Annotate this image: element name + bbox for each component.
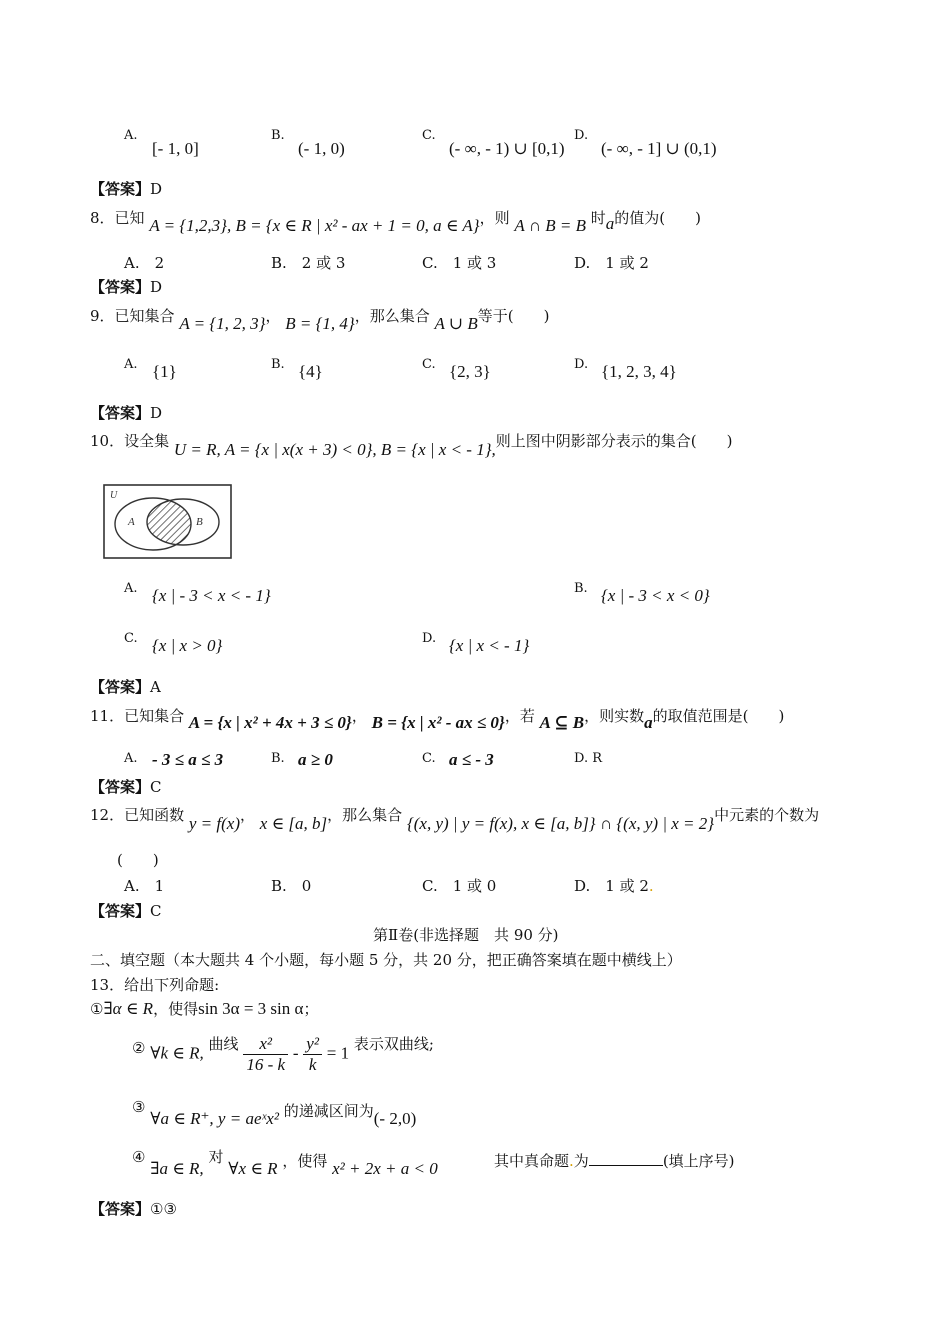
q13-p3-expr: ∀a ∈ R⁺, y = aeˣx² xyxy=(150,1109,279,1128)
q13-text: 其中真命题 xyxy=(494,1152,570,1170)
q13-text: ，使得 xyxy=(282,1152,328,1170)
q12-opt-c: C. 1 或 0 xyxy=(422,877,497,895)
q11-text: ， xyxy=(351,707,367,725)
answer-label: 【答案】 xyxy=(90,678,151,696)
q11-text: 的取值范围是( ) xyxy=(652,707,785,725)
answer-label: 【答案】 xyxy=(90,278,151,296)
q13-p3-interval: (- 2,0) xyxy=(373,1109,417,1128)
q9-set-a: A = {1, 2, 3} xyxy=(179,314,266,333)
q12-dot-mark: . xyxy=(648,877,654,895)
q9-opt-a-label: A. xyxy=(124,357,138,372)
q13-mark: ② xyxy=(132,1038,146,1057)
q8-opt-d: D. 1 或 2 xyxy=(574,254,649,272)
q9-opt-b: {4} xyxy=(298,362,323,381)
venn-a-label: A xyxy=(128,516,135,528)
q11-opt-d: D. R xyxy=(574,751,603,766)
q13-mark: ④ xyxy=(132,1148,146,1166)
q13-text: 曲线 xyxy=(208,1034,239,1053)
q9-question xyxy=(90,305,550,333)
q13-p1-equation: sin 3α = 3 sin α xyxy=(198,999,304,1018)
q13-question: 13．给出下列命题: xyxy=(90,976,220,994)
q7-opt-c-label: C. xyxy=(422,128,436,143)
answer-label: 【答案】 xyxy=(90,180,151,198)
q13-proposition-2 xyxy=(132,1034,434,1075)
q11-opt-a-label: A. xyxy=(124,751,138,766)
q12-answer xyxy=(90,900,162,921)
q13-text: 表示双曲线; xyxy=(353,1034,434,1053)
q13-text: ，使得 xyxy=(153,1000,199,1018)
q12-expr: {(x, y) | y = f(x), x ∈ [a, b]} ∩ {(x, y) | x = 2} xyxy=(406,814,715,833)
q11-question xyxy=(90,705,785,732)
q9-opt-b-label: B. xyxy=(271,357,285,372)
answer-blank[interactable] xyxy=(589,1151,663,1166)
answer-value: C xyxy=(150,778,162,796)
q10-question xyxy=(90,430,733,459)
q10-expr: U = R, A = {x | x(x + 3) < 0}, B = {x | x < - 1}, xyxy=(173,440,496,459)
q11-opt-b: a ≥ 0 xyxy=(298,750,333,769)
q12-opt-a: A. 1 xyxy=(124,877,165,895)
q12-text: ， xyxy=(239,806,255,824)
q13-p2-fraction-2 xyxy=(303,1034,322,1075)
venn-b-label: B xyxy=(196,516,203,528)
q10-number: 10．设全集 xyxy=(90,432,170,450)
q13-mark: ③ xyxy=(132,1098,146,1116)
q10-answer xyxy=(90,676,161,697)
q9-text: 等于( ) xyxy=(477,307,550,325)
q11-var: a xyxy=(644,713,653,732)
answer-label: 【答案】 xyxy=(90,902,151,920)
q7-opt-c: (- ∞, - 1) ∪ [0,1) xyxy=(449,139,565,158)
q13-p4-expr2: ∀x ∈ R xyxy=(228,1159,278,1178)
q13-dot-mark: . xyxy=(569,1152,574,1170)
answer-value: C xyxy=(150,902,162,920)
q9-text: ，那么集合 xyxy=(354,307,430,325)
q11-opt-c-label: C. xyxy=(422,751,436,766)
q7-opt-a-label: A. xyxy=(124,128,138,143)
q11-set-b: B = {x | x² - ax ≤ 0} xyxy=(371,713,505,732)
q13-p2-den2: k xyxy=(308,1055,317,1074)
q13-text: 的递减区间为 xyxy=(283,1102,374,1120)
answer-label: 【答案】 xyxy=(90,778,151,796)
q10-opt-a: {x | - 3 < x < - 1} xyxy=(152,586,271,605)
q13-text: (填上序号) xyxy=(662,1152,735,1170)
q13-proposition-1 xyxy=(90,998,318,1019)
q7-opt-b: (- 1, 0) xyxy=(298,139,345,158)
q13-p4-expr1: ∃a ∈ R, xyxy=(150,1159,204,1178)
answer-label: 【答案】 xyxy=(90,1200,151,1218)
q13-prompt xyxy=(494,1150,735,1171)
answer-value: D xyxy=(150,404,163,422)
q8-opt-b: B. 2 或 3 xyxy=(271,254,346,272)
q7-opt-d: (- ∞, - 1] ∪ (0,1) xyxy=(601,139,717,158)
q8-text: 的值为( ) xyxy=(614,209,701,227)
answer-value: A xyxy=(150,678,161,696)
q13-p2-eq: = 1 xyxy=(326,1043,350,1063)
q9-opt-c: {2, 3} xyxy=(449,362,491,381)
q10-opt-d: {x | x < - 1} xyxy=(449,636,530,655)
q13-text: ； xyxy=(303,1000,319,1018)
q7-opt-a: [- 1, 0] xyxy=(152,139,199,158)
q7-opt-d-label: D. xyxy=(574,128,589,143)
q13-p2-num2: y² xyxy=(303,1034,322,1055)
q12-opt-b: B. 0 xyxy=(271,877,312,895)
q9-number: 9．已知集合 xyxy=(90,307,175,325)
q12-text: 中元素的个数为 xyxy=(714,806,820,824)
q9-text: ， xyxy=(265,307,281,325)
q10-opt-b-label: B. xyxy=(574,581,588,596)
q7-opt-b-label: B. xyxy=(271,128,285,143)
q8-number: 8．已知 xyxy=(90,209,145,227)
q11-set-a: A = {x | x² + 4x + 3 ≤ 0} xyxy=(188,713,352,732)
q9-opt-d-label: D. xyxy=(574,357,589,372)
q9-set-b: B = {1, 4} xyxy=(285,314,355,333)
q9-answer xyxy=(90,402,162,423)
q10-opt-b: {x | - 3 < x < 0} xyxy=(601,586,710,605)
q11-text: ，则实数 xyxy=(584,707,645,725)
q13-text: 为 xyxy=(573,1152,589,1170)
q13-p4-inequality: x² + 2x + a < 0 xyxy=(332,1159,438,1178)
q10-opt-c: {x | x > 0} xyxy=(152,636,223,655)
q11-opt-c: a ≤ - 3 xyxy=(449,750,494,769)
q8-var: a xyxy=(605,214,615,233)
answer-value: D xyxy=(150,278,163,296)
q12-function: y = f(x) xyxy=(188,814,240,833)
q8-text: ，则 xyxy=(479,209,510,227)
q12-question xyxy=(90,804,820,833)
q13-p2-minus: - xyxy=(292,1043,299,1063)
q11-text: ，若 xyxy=(504,707,535,725)
q13-text: 对 xyxy=(208,1148,224,1166)
q13-proposition-3 xyxy=(132,1098,417,1128)
q10-opt-c-label: C. xyxy=(124,631,138,646)
q8-opt-a: A. 2 xyxy=(124,254,165,272)
answer-value: D xyxy=(150,180,163,198)
q11-condition: A ⊆ B xyxy=(539,713,585,732)
q8-answer xyxy=(90,276,162,297)
q8-text: 时 xyxy=(590,209,606,227)
q12-paren: ( ) xyxy=(117,851,159,869)
q7-answer xyxy=(90,178,162,199)
answer-value: ①③ xyxy=(150,1200,177,1218)
q10-text: 则上图中阴影部分表示的集合( ) xyxy=(495,432,733,450)
q9-opt-c-label: C. xyxy=(422,357,436,372)
q12-domain: x ∈ [a, b] xyxy=(259,814,328,833)
q11-opt-b-label: B. xyxy=(271,751,285,766)
section-heading: 二、填空题（本大题共 4 个小题，每小题 5 分，共 20 分，把正确答案填在题中横线上） xyxy=(90,951,682,969)
q9-opt-a: {1} xyxy=(152,362,177,381)
q12-number: 12．已知函数 xyxy=(90,806,185,824)
q13-p2-den1: 16 - k xyxy=(246,1055,286,1074)
q13-p2-num1: x² xyxy=(243,1034,288,1055)
answer-label: 【答案】 xyxy=(90,404,151,422)
q11-number: 11．已知集合 xyxy=(90,707,185,725)
q13-answer xyxy=(90,1198,177,1219)
q12-opt-d xyxy=(574,875,654,896)
q12-text: ，那么集合 xyxy=(327,806,403,824)
venn-diagram xyxy=(103,484,233,560)
q11-opt-a: - 3 ≤ a ≤ 3 xyxy=(152,750,224,769)
q9-opt-d: {1, 2, 3, 4} xyxy=(601,362,677,381)
venn-u-label: U xyxy=(110,490,118,501)
q13-p2-expr: ∀k ∈ R, xyxy=(150,1043,204,1063)
q8-opt-c: C. 1 或 3 xyxy=(422,254,497,272)
q13-p1-expr: ∃α ∈ R xyxy=(103,999,154,1018)
q13-p2-fraction-1 xyxy=(243,1034,288,1075)
q13-mark: ① xyxy=(90,1000,104,1018)
q12-opt-d-text: D. 1 或 2 xyxy=(574,877,649,895)
q8-question xyxy=(90,207,701,235)
q13-proposition-4 xyxy=(132,1148,438,1178)
q10-opt-a-label: A. xyxy=(124,581,138,596)
q10-opt-d-label: D. xyxy=(422,631,437,646)
part2-title: 第Ⅱ卷(非选择题 共 90 分) xyxy=(373,926,559,944)
q8-condition: A ∩ B = B xyxy=(514,216,586,235)
q11-answer xyxy=(90,776,162,797)
q8-set-a: A = {1,2,3}, B = {x ∈ R | x² - ax + 1 = 0, a ∈ A} xyxy=(149,216,480,235)
q9-expr: A ∪ B xyxy=(434,314,478,333)
